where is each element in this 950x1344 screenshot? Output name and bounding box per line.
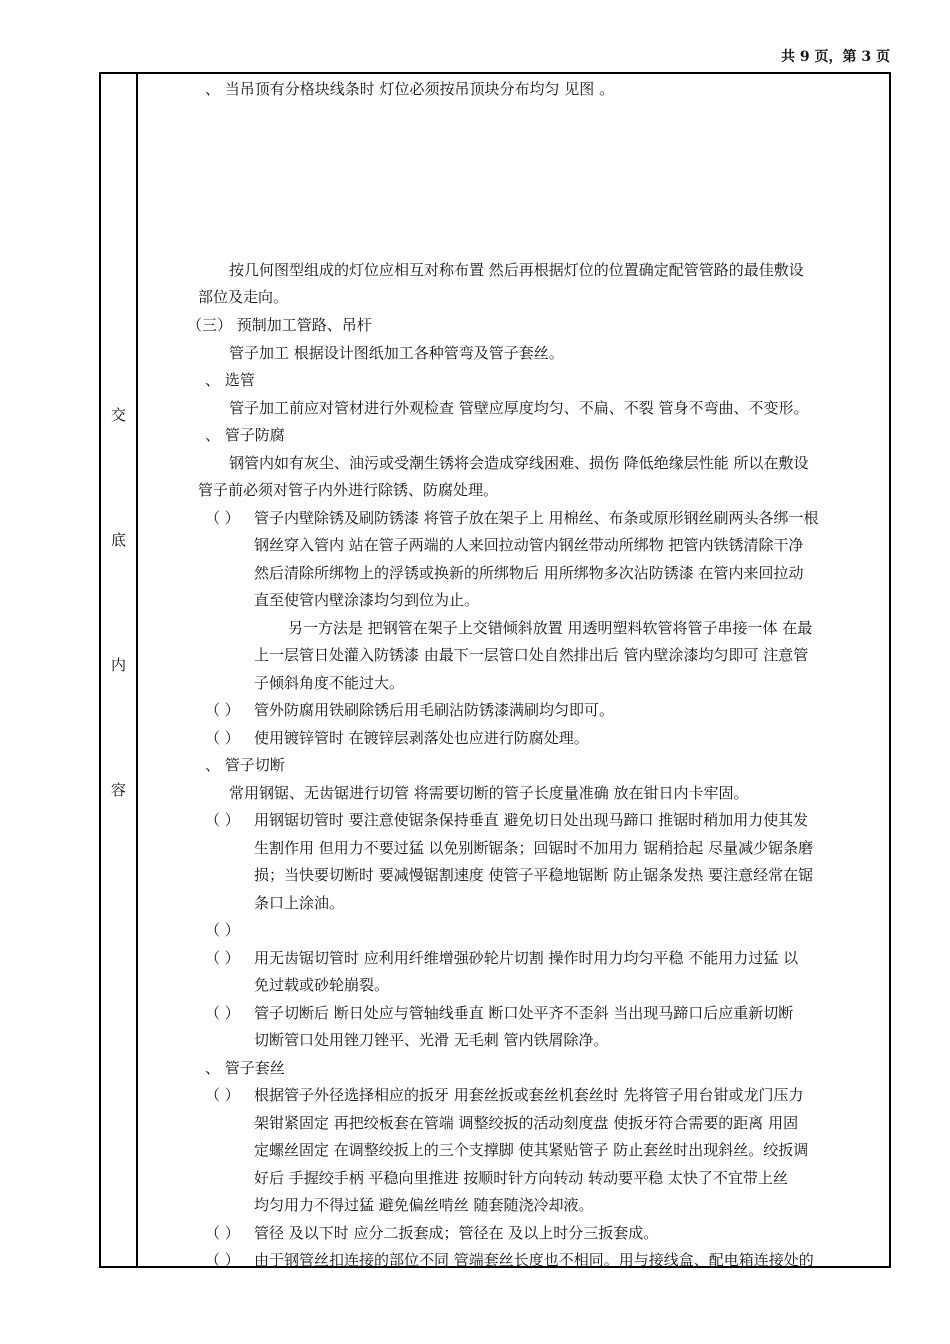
text-line: 管子加工前应对管材进行外观检查 管壁应厚度均匀、不扁、不裂 管身不弯曲、不变形。 xyxy=(229,399,809,417)
text-line: 管径 及以下时 应分二扳套成；管径在 及以上时分三扳套成。 xyxy=(254,1224,659,1242)
text-line: 按几何图型组成的灯位应相互对称布置 然后再根据灯位的位置确定配管管路的最佳敷设 xyxy=(229,261,804,279)
text-line: 另一方法是 把钢管在架子上交错倾斜放置 用透明塑料软管将管子串接一体 在最 xyxy=(288,619,813,637)
content-area xyxy=(101,74,889,1269)
text-line: 上一层管日处灌入防锈漆 由最下一层管口处自然排出后 管内壁涂漆均匀即可 注意管 xyxy=(254,646,809,664)
side-label-char: 交 xyxy=(110,406,126,424)
item-number: （ ） xyxy=(205,509,240,527)
text-line: 直至使管内壁涂漆均匀到位为止。 xyxy=(254,591,480,609)
text-line: 、 当吊顶有分格块线条时 灯位必须按吊顶块分布均匀 见图 。 xyxy=(205,80,615,98)
text-line: 用钢锯切管时 要注意使锯条保持垂直 避免切日处出现马蹄口 推锯时稍加用力使其发 xyxy=(254,811,809,829)
item-number: （ ） xyxy=(205,921,240,939)
side-label-char: 容 xyxy=(110,781,126,799)
text-line: 生割作用 但用力不要过猛 以免别断锯条；回锯时不加用力 锯稍拾起 尽量减少锯条磨 xyxy=(254,839,814,857)
text-line: 损；当快要切断时 要减慢锯割速度 使管子平稳地锯断 防止锯条发热 要注意经常在锯 xyxy=(254,866,814,884)
text-line: 子倾斜角度不能过大。 xyxy=(254,674,405,692)
text-line: 然后清除所绑物上的浮锈或换新的所绑物后 用所绑物多次沾防锈漆 在管内来回拉动 xyxy=(254,564,804,582)
text-line: 免过载或砂轮崩裂。 xyxy=(254,976,390,994)
disclosure-table xyxy=(99,72,891,1268)
side-label-char: 内 xyxy=(110,656,126,674)
text-line: 用无齿锯切管时 应利用纤维增强砂轮片切割 操作时用力均匀平稳 不能用力过猛 以 xyxy=(254,949,799,967)
side-label-char: 底 xyxy=(110,531,126,549)
text-line: 管外防腐用铁刷除锈后用毛刷沾防锈漆满刷均匀即可。 xyxy=(254,701,615,719)
text-line: 使用镀锌管时 在镀锌层剥落处也应进行防腐处理。 xyxy=(254,729,589,747)
item-number: （ ） xyxy=(205,701,240,719)
text-line: 定螺丝固定 在调整绞扳上的三个支撑脚 使其紧贴管子 防止套丝时出现斜丝。绞扳调 xyxy=(254,1141,809,1159)
item-number: （ ） xyxy=(205,1251,240,1269)
text-line: 管子前必须对管子内外进行除锈、防腐处理。 xyxy=(198,481,499,499)
text-line: 钢管内如有灰尘、油污或受潮生锈将会造成穿线困难、损伤 降低绝缘层性能 所以在敷设 xyxy=(229,454,809,472)
text-line: 管子内壁除锈及刷防锈漆 将管子放在架子上 用棉丝、布条或原形钢丝刷两头各绑一根 xyxy=(254,509,819,527)
text-line: 钢丝穿入管内 站在管子两端的人来回拉动管内钢丝带动所绑物 把管内铁锈清除干净 xyxy=(254,536,804,554)
subheading: 、 管子防腐 xyxy=(205,426,285,444)
item-number: （ ） xyxy=(205,1224,240,1242)
subheading: 、 管子套丝 xyxy=(205,1059,285,1077)
text-line: 根据管子外径选择相应的扳牙 用套丝扳或套丝机套丝时 先将管子用台钳或龙门压力 xyxy=(254,1086,804,1104)
text-line: 由于钢管丝扣连接的部位不同 管端套丝长度也不相同。用与接线盒、配电箱连接处的 xyxy=(254,1251,814,1269)
page-info: 共 9 页，第 3 页 xyxy=(781,49,890,65)
text-line: 好后 手握绞手柄 平稳向里推进 按顺时针方向转动 转动要平稳 太快了不宜带上丝 xyxy=(254,1169,788,1187)
text-line: 均匀用力不得过猛 避免偏丝啃丝 随套随浇冷却液。 xyxy=(254,1196,594,1214)
text-line: 常用钢锯、无齿锯进行切管 将需要切断的管子长度量准确 放在钳日内卡牢固。 xyxy=(229,784,749,802)
subheading: 、 选管 xyxy=(205,371,255,389)
text-line: 条口上涂油。 xyxy=(254,894,345,912)
item-number: （ ） xyxy=(205,1004,240,1022)
item-number: （ ） xyxy=(205,1086,240,1104)
text-line: 架钳紧固定 再把绞板套在管端 调整绞扳的活动刻度盘 使扳牙符合需要的距离 用固 xyxy=(254,1114,799,1132)
item-number: （ ） xyxy=(205,811,240,829)
item-number: （ ） xyxy=(205,729,240,747)
text-line: 管子切断后 断日处应与管轴线垂直 断口处平齐不歪斜 当出现马蹄口后应重新切断 xyxy=(254,1004,794,1022)
text-line: 管子加工 根据设计图纸加工各种管弯及管子套丝。 xyxy=(229,344,564,362)
subheading: 、 管子切断 xyxy=(205,756,285,774)
text-line: 切断管口处用锉刀锉平、光滑 无毛刺 管内铁屑除净。 xyxy=(254,1031,609,1049)
item-number: （ ） xyxy=(205,949,240,967)
text-line: 部位及走向。 xyxy=(198,288,289,306)
section-heading: （三） 预制加工管路、吊杆 xyxy=(187,316,372,334)
